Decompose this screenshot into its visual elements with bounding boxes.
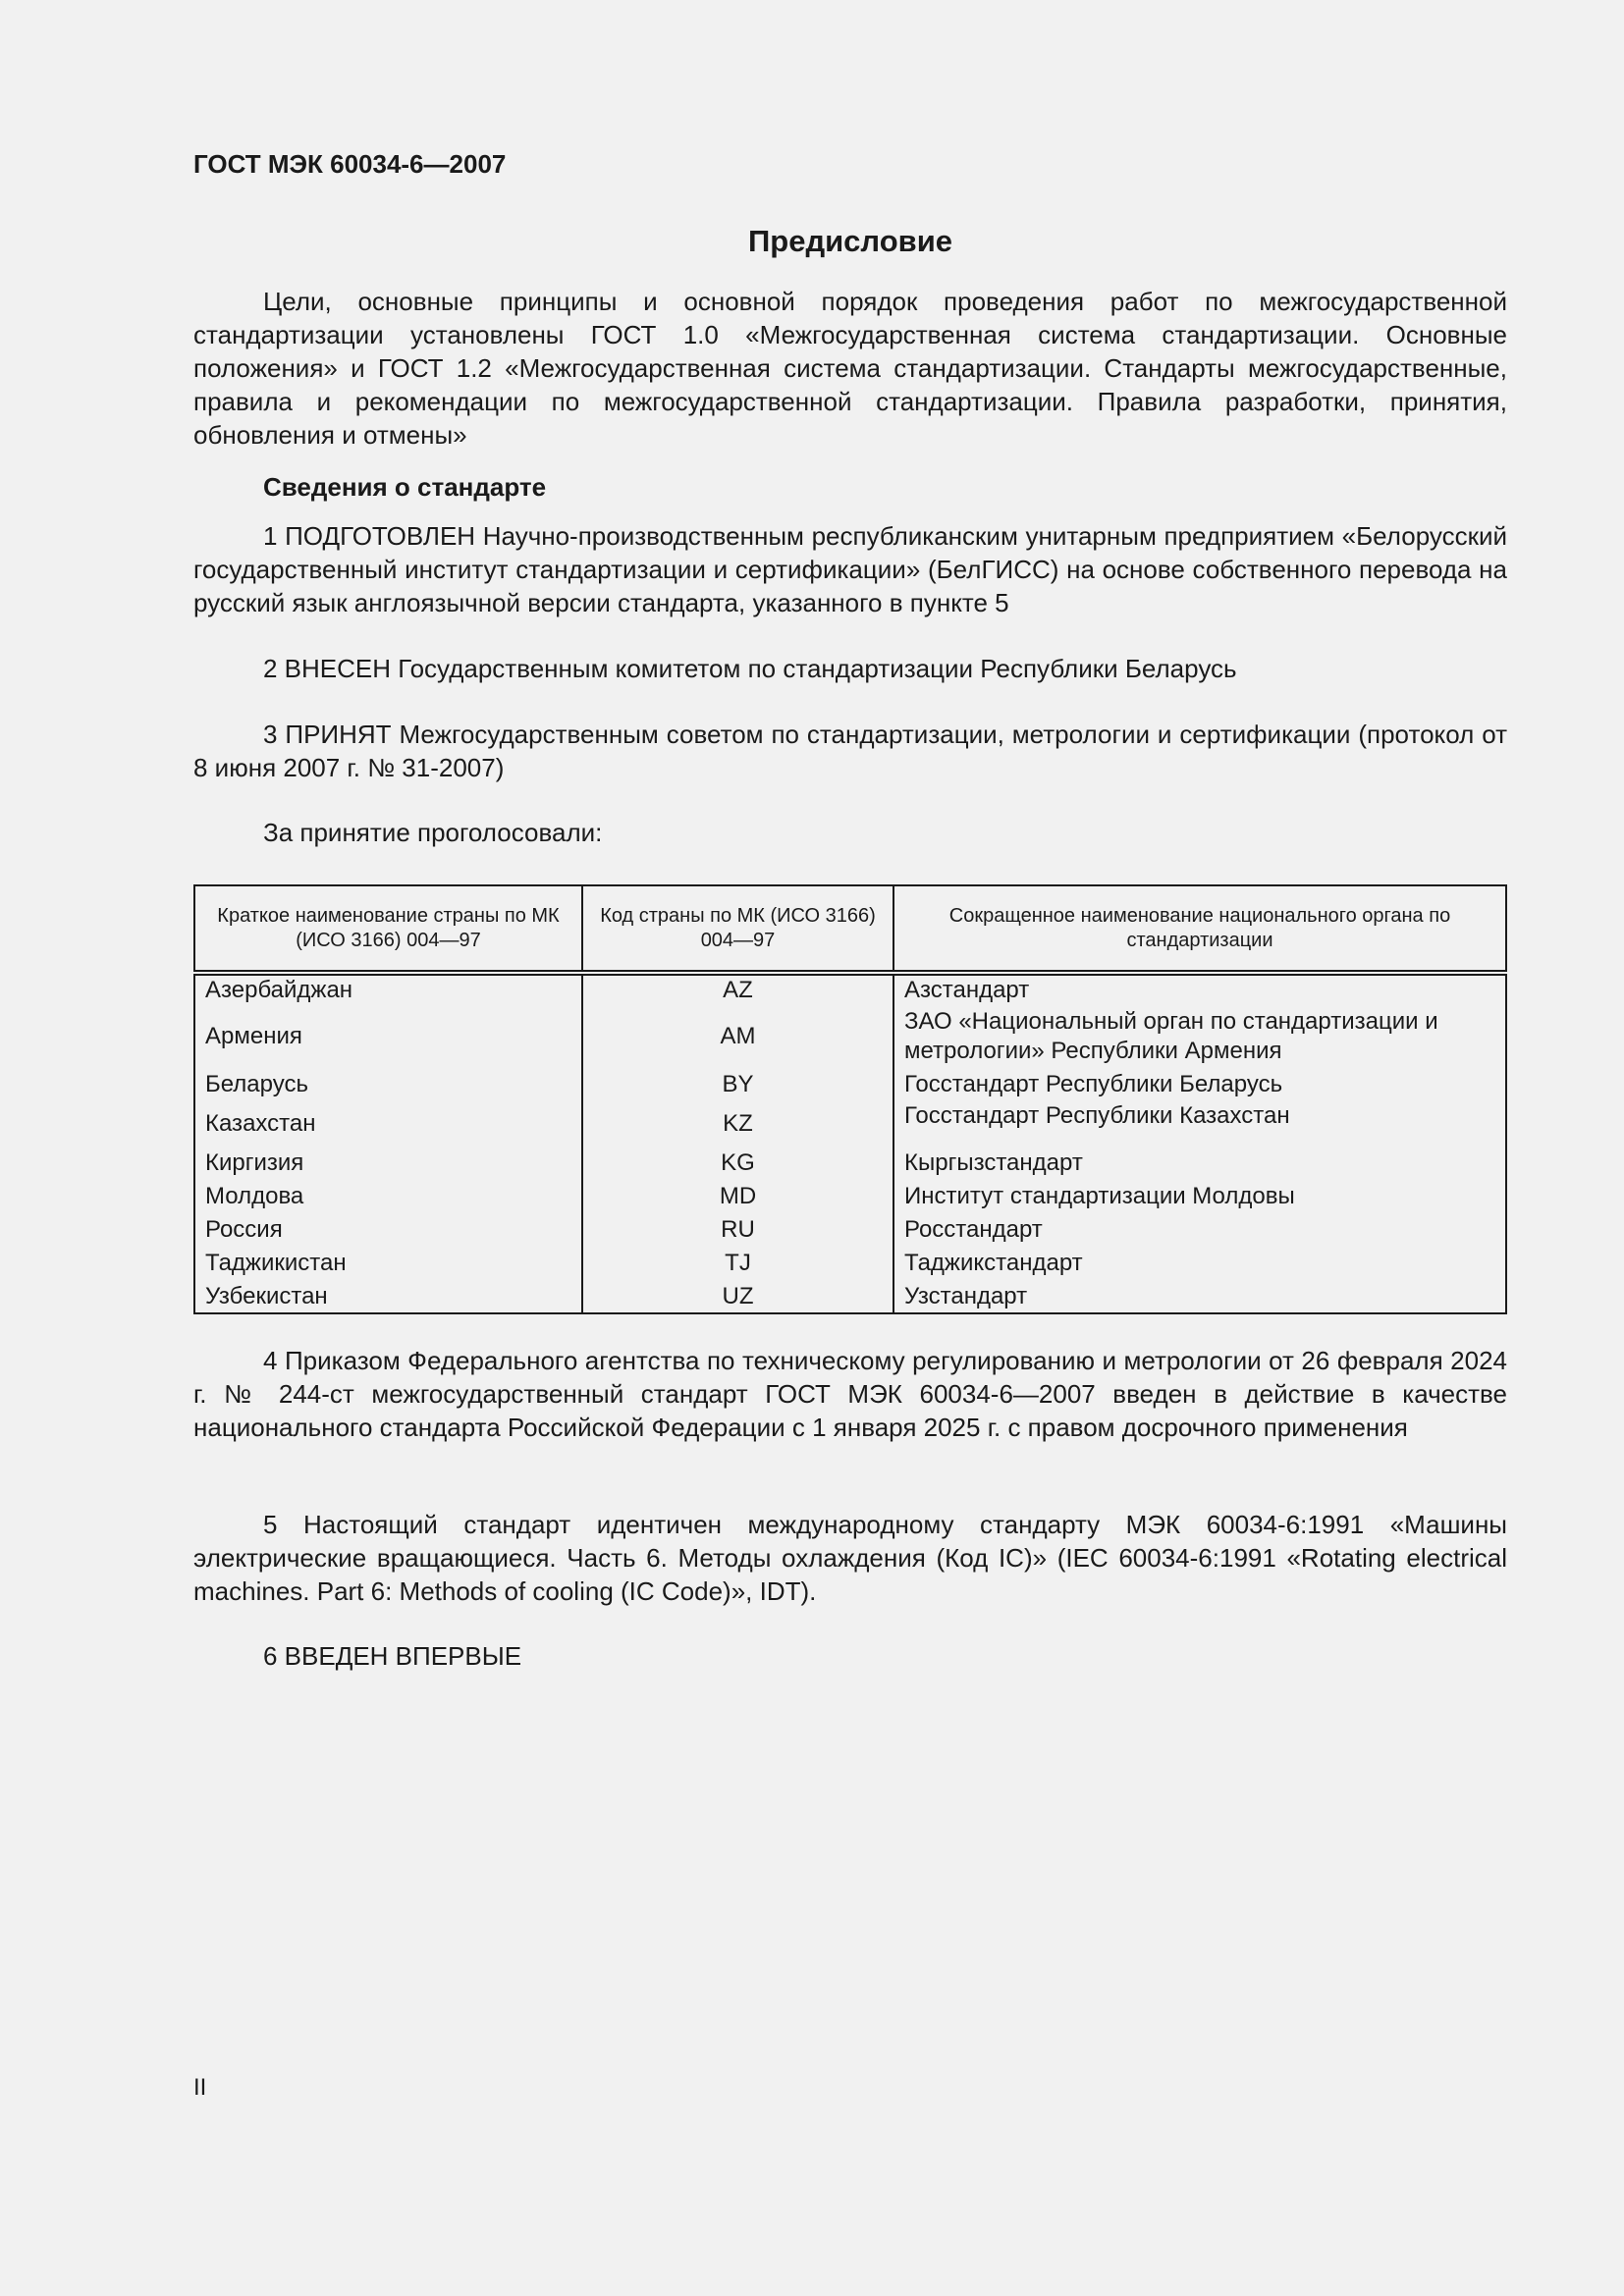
- cell-body: Кыргызстандарт: [893, 1147, 1506, 1180]
- table-row: [194, 1101, 1506, 1147]
- cell-country: Азербайджан: [194, 973, 582, 1005]
- item-1-paragraph: 1 ПОДГОТОВЛЕН Научно-производственным республиканским унитарным предприятием «Белорусский государственный институт стандартизации и сертификации» (БелГИСС) на основе собственного перевода на русский язык англоязычной версии стандарта, указанного в пункте 5: [193, 521, 1507, 617]
- cell-body: Азстандарт: [893, 973, 1506, 1005]
- header-country: Краткое наименование страны по МК (ИСО 3166) 004—97: [194, 885, 582, 973]
- item-5-paragraph: 5 Настоящий стандарт идентичен международному стандарту МЭК 60034-6:1991 «Машины электрические вращающиеся. Часть 6. Методы охлаждения (Код IC)» (IEC 60034-6:1991 «Rotating electrical machines. Part 6: Methods of cooling (IC Code)», IDT).: [193, 1510, 1507, 1606]
- table-row: [194, 1068, 1506, 1101]
- cell-code: UZ: [582, 1280, 893, 1313]
- cell-body: Узстандарт: [893, 1280, 1506, 1313]
- cell-country: Россия: [194, 1213, 582, 1247]
- cell-country: Киргизия: [194, 1147, 582, 1180]
- document-header: ГОСТ МЭК 60034-6—2007: [193, 149, 507, 179]
- cell-body: ЗАО «Национальный орган по стандартизации и метрологии» Республики Армения: [893, 1005, 1506, 1068]
- cell-country: Беларусь: [194, 1068, 582, 1101]
- intro-paragraph: Цели, основные принципы и основной порядок проведения работ по межгосударственной стандартизации установлены ГОСТ 1.0 «Межгосударственная система стандартизации. Основные положения» и ГОСТ 1.2 «Межгосударственная система стандартизации. Стандарты межгосударственные, правила и рекомендации по межгосударственной стандартизации. Правила разработки, принятия, обновления и отмены»: [193, 287, 1507, 450]
- page-number: II: [193, 2074, 207, 2101]
- cell-code: AM: [582, 1005, 893, 1068]
- cell-code: TJ: [582, 1247, 893, 1280]
- cell-country: Узбекистан: [194, 1280, 582, 1313]
- table-row: [194, 1247, 1506, 1280]
- cell-country: Армения: [194, 1005, 582, 1068]
- table-row: [194, 973, 1506, 1005]
- header-code: Код страны по МК (ИСО 3166) 004—97: [582, 885, 893, 973]
- item-3-paragraph: 3 ПРИНЯТ Межгосударственным советом по стандартизации, метрологии и сертификации (протокол от 8 июня 2007 г. № 31-2007): [193, 720, 1507, 782]
- item-6-paragraph: 6 ВВЕДЕН ВПЕРВЫЕ: [263, 1641, 522, 1671]
- item-4-paragraph: 4 Приказом Федерального агентства по техническому регулированию и метрологии от 26 февраля 2024 г. № 244-ст межгосударственный стандарт ГОСТ МЭК 60034-6—2007 введен в действие в качестве национального стандарта Российской Федерации с 1 января 2025 г. с правом досрочного применения: [193, 1346, 1507, 1442]
- cell-country: Таджикистан: [194, 1247, 582, 1280]
- page-title: Предисловие: [747, 224, 952, 258]
- table-row: [194, 1280, 1506, 1313]
- cell-country: Казахстан: [194, 1101, 582, 1147]
- cell-code: RU: [582, 1213, 893, 1247]
- table-row: [194, 1180, 1506, 1213]
- cell-body: Госстандарт Республики Казахстан: [893, 1101, 1506, 1147]
- cell-body: Институт стандартизации Молдовы: [893, 1180, 1506, 1213]
- countries-table: [193, 884, 1507, 1314]
- subheading: Сведения о стандарте: [263, 472, 547, 502]
- cell-code: KG: [582, 1147, 893, 1180]
- table-row: [194, 1147, 1506, 1180]
- cell-body: Росстандарт: [893, 1213, 1506, 1247]
- cell-code: AZ: [582, 973, 893, 1005]
- vote-paragraph: За принятие проголосовали:: [263, 818, 603, 847]
- table-row: [194, 1005, 1506, 1068]
- cell-country: Молдова: [194, 1180, 582, 1213]
- item-2-paragraph: 2 ВНЕСЕН Государственным комитетом по стандартизации Республики Беларусь: [263, 654, 1237, 683]
- table-header-row: [194, 885, 1506, 973]
- cell-code: MD: [582, 1180, 893, 1213]
- table-row: [194, 1213, 1506, 1247]
- cell-body: Таджикстандарт: [893, 1247, 1506, 1280]
- cell-body: Госстандарт Республики Беларусь: [893, 1068, 1506, 1101]
- header-body: Сокращенное наименование национального органа по стандартизации: [893, 885, 1506, 973]
- cell-code: KZ: [582, 1101, 893, 1147]
- cell-code: BY: [582, 1068, 893, 1101]
